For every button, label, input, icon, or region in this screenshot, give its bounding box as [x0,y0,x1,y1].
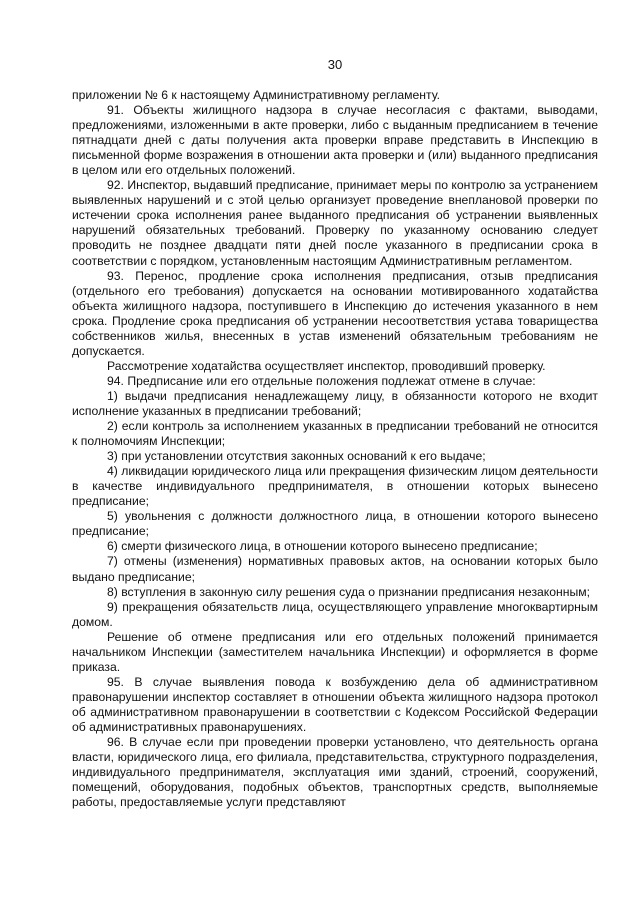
list-item-6: 6) смерти физического лица, в отношении которого вынесено предписание; [107,539,538,554]
list-item-2: 2) если контроль за исполнением указанных в предписании требований не относится к полномочиям Инспекции; [72,419,598,449]
list-item-7: 7) отмены (изменения) нормативных правовых актов, на основании которых было выдано предписание; [72,554,598,584]
paragraph-93-review: Рассмотрение ходатайства осуществляет инспектор, проводивший проверку. [107,358,546,373]
list-item-9: 9) прекращения обязательств лица, осуществляющего управление многоквартирным домом. [72,599,598,629]
list-item-1: 1) выдачи предписания ненадлежащему лицу, в обязанности которого не входит исполнение указанных в предписании требований; [72,388,598,418]
paragraph-93: 93. Перенос, продление срока исполнения предписания, отзыв предписания (отдельного его требования) допускается на основании мотивированного ходатайства объекта жилищного надзора, поступившего в Инспекцию до истечения указанного в нем срока. Продление срока предписания об устранении несоответствия устава товарищества собственников жилья, внесенных в устав изменений обязательным требованиям не допускается. [72,268,598,358]
paragraph-96: 96. В случае если при проведении проверки установлено, что деятельность органа власти, юридического лица, его филиала, представительства, структурного подразделения, индивидуального предпринимателя, эксплуатация ими зданий, строений, сооружений, помещений, оборудования, подобных объектов, транспортных средств, выполняемые работы, предоставляемые услуги представляют [72,735,598,810]
page-number: 30 [327,57,343,72]
paragraph-95: 95. В случае выявления повода к возбуждению дела об административном правонарушении инспектор составляет в отношении объекта жилищного надзора протокол об административном правонарушении в соответствии с Кодексом Российской Федерации об административных правонарушениях. [72,674,598,734]
paragraph-91: 91. Объекты жилищного надзора в случае несогласия с фактами, выводами, предложениями, изложенными в акте проверки, либо с выданным предписанием в течение пятнадцати дней с даты получения акта проверки вправе представить в Инспекцию в письменной форме возражения в отношении акта проверки и (или) выданного предписания в целом или его отдельных положений. [72,103,598,178]
list-item-5: 5) увольнения с должности должностного лица, в отношении которого вынесено предписание; [72,509,598,539]
list-item-8: 8) вступления в законную силу решения суда о признании предписания незаконным; [107,584,591,599]
paragraph-94: 94. Предписание или его отдельные положения подлежат отмене в случае: [107,373,536,388]
list-item-3: 3) при установлении отсутствия законных оснований к его выдаче; [107,449,486,464]
paragraph-92: 92. Инспектор, выдавший предписание, принимает меры по контролю за устранением выявленных нарушений и с этой целью организует проведение внеплановой проверки по истечении срока исполнения ранее выданного предписания об устранении выявленных нарушений обязательных требований. Проверку по указанному основанию следует проводить не позднее двадцати пяти дней после указанного в предписании срока в соответствии с порядком, установленным настоящим Административным регламентом. [72,178,598,268]
document-body [72,88,598,810]
paragraph-continuation: приложении № 6 к настоящему Административному регламенту. [72,88,440,102]
list-item-4: 4) ликвидации юридического лица или прекращения физическим лицом деятельности в качестве индивидуального предпринимателя, в отношении которых вынесено предписание; [72,464,598,509]
paragraph-94-decision: Решение об отмене предписания или его отдельных положений принимается начальником Инспекции (заместителем начальника Инспекции) и оформляется в форме приказа. [72,629,598,674]
